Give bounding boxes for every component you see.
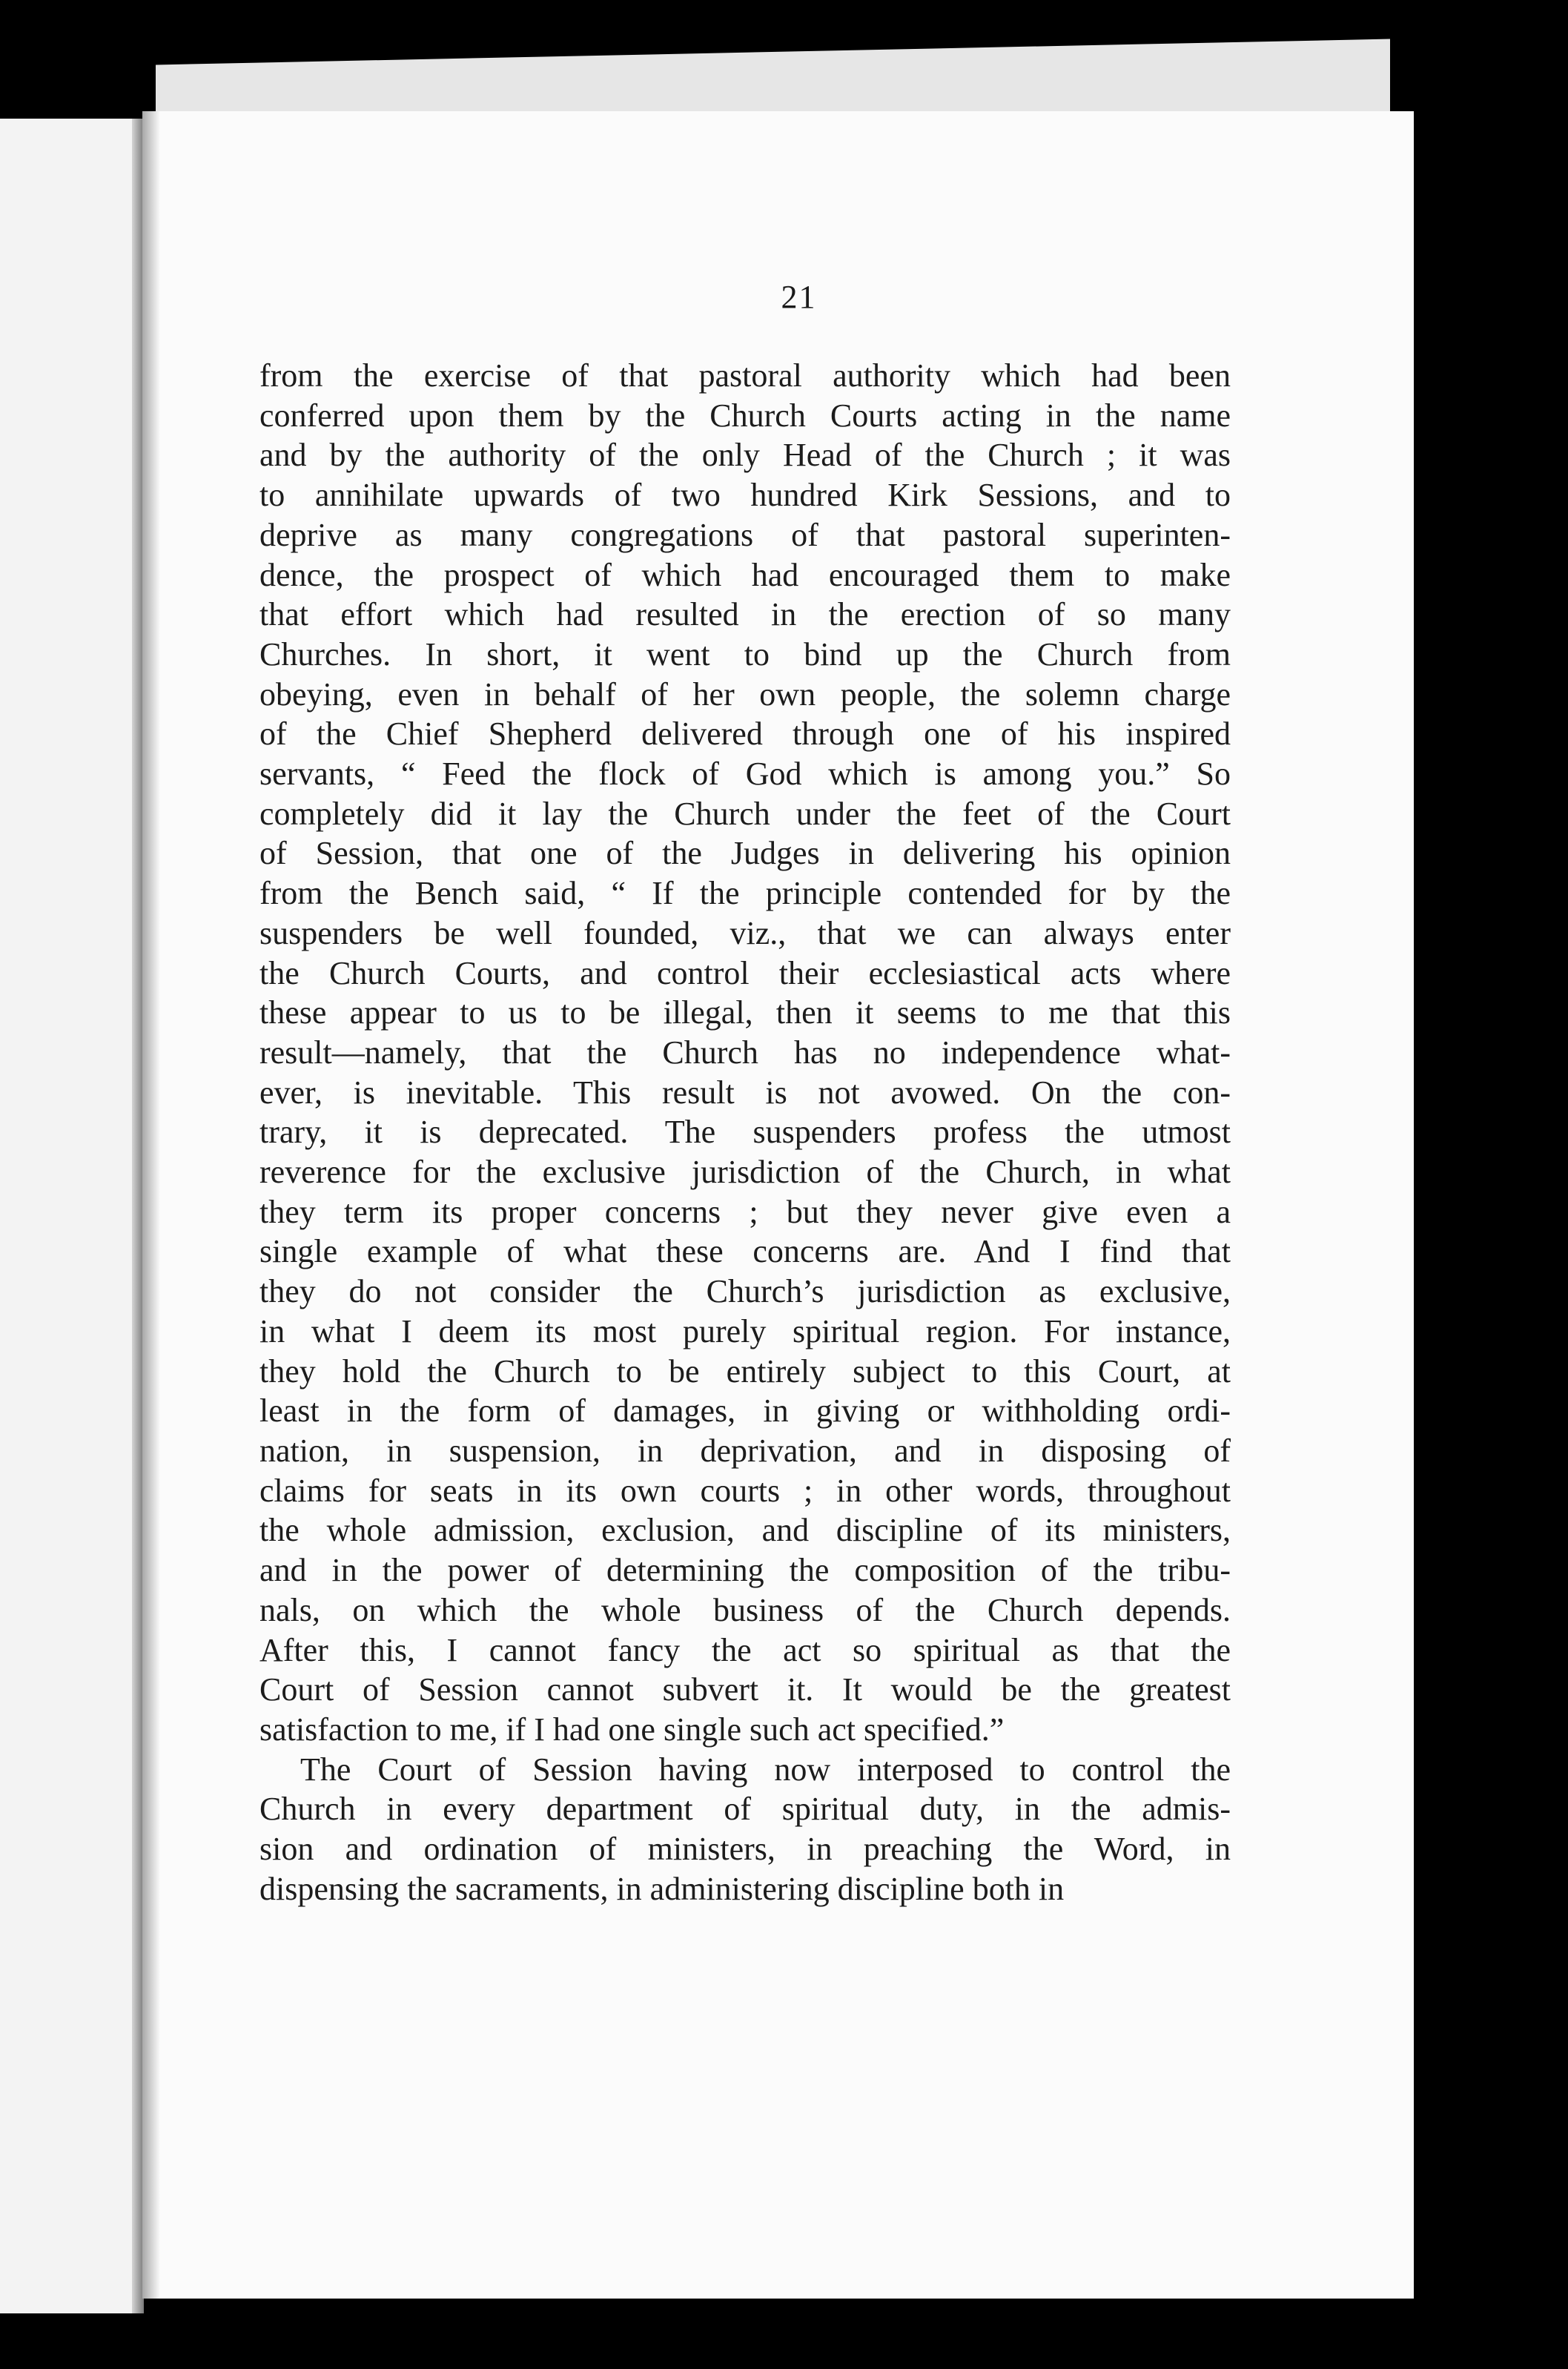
text-line: suspenders be well founded, viz., that we can always enter bbox=[259, 914, 1231, 951]
page-number: 21 bbox=[781, 279, 817, 315]
text-line: ever, is inevitable. This result is not avowed. On the con- bbox=[259, 1074, 1231, 1111]
text-line: sion and ordination of ministers, in preaching the Word, in bbox=[259, 1831, 1231, 1868]
text-line: result—namely, that the Church has no independence what- bbox=[259, 1034, 1231, 1071]
text-line: of the Chief Shepherd delivered through one of his inspired bbox=[259, 716, 1231, 753]
text-line: in what I deem its most purely spiritual region. For instance, bbox=[259, 1312, 1231, 1349]
text-line: completely did it lay the Church under the feet of the Court bbox=[259, 795, 1231, 832]
text-line: servants, “ Feed the flock of God which is among you.” So bbox=[259, 756, 1231, 793]
text-line: the Church Courts, and control their ecclesiastical acts where bbox=[259, 954, 1231, 991]
text-line: they hold the Church to be entirely subject to this Court, at bbox=[259, 1352, 1231, 1390]
text-line: nals, on which the whole business of the Church depends. bbox=[259, 1591, 1231, 1628]
text-line: single example of what these concerns are. And I find that bbox=[259, 1233, 1231, 1270]
page-body-text bbox=[259, 356, 1231, 1909]
text-line: reverence for the exclusive jurisdiction of the Church, in what bbox=[259, 1154, 1231, 1191]
text-line: from the exercise of that pastoral authority which had been bbox=[259, 357, 1231, 394]
text-line: trary, it is deprecated. The suspenders profess the utmost bbox=[259, 1114, 1231, 1151]
text-line: deprive as many congregations of that pastoral superinten- bbox=[259, 516, 1231, 553]
text-line: and by the authority of the only Head of the Church ; it was bbox=[259, 437, 1231, 474]
text-line: the whole admission, exclusion, and discipline of its ministers, bbox=[259, 1512, 1231, 1549]
text-line: dence, the prospect of which had encouraged them to make bbox=[259, 556, 1231, 593]
text-line: Court of Session cannot subvert it. It would be the greatest bbox=[259, 1671, 1231, 1708]
text-line: they term its proper concerns ; but they never give even a bbox=[259, 1193, 1231, 1230]
text-line: After this, I cannot fancy the act so spiritual as that the bbox=[259, 1631, 1231, 1668]
text-line: dispensing the sacraments, in administering discipline both in bbox=[259, 1870, 1065, 1907]
text-line: Churches. In short, it went to bind up the Church from bbox=[259, 635, 1231, 673]
text-line: of Session, that one of the Judges in delivering his opinion bbox=[259, 835, 1231, 872]
text-line: satisfaction to me, if I had one single such act specified.” bbox=[259, 1711, 1005, 1748]
text-line: conferred upon them by the Church Courts acting in the name bbox=[259, 397, 1231, 434]
text-line: these appear to us to be illegal, then it seems to me that this bbox=[259, 994, 1231, 1031]
facing-page bbox=[0, 119, 142, 2313]
text-line: to annihilate upwards of two hundred Kirk Sessions, and to bbox=[259, 477, 1231, 514]
text-line: Church in every department of spiritual duty, in the admis- bbox=[259, 1791, 1231, 1828]
text-line: claims for seats in its own courts ; in other words, throughout bbox=[259, 1472, 1231, 1509]
text-line: they do not consider the Church’s jurisdiction as exclusive, bbox=[259, 1273, 1231, 1310]
text-line: obeying, even in behalf of her own people, the solemn charge bbox=[259, 675, 1231, 713]
text-line: from the Bench said, “ If the principle contended for by the bbox=[259, 875, 1231, 912]
text-line: The Court of Session having now interposed to control the bbox=[300, 1751, 1231, 1788]
text-line: nation, in suspension, in deprivation, and in disposing of bbox=[259, 1432, 1231, 1469]
text-line: that effort which had resulted in the erection of so many bbox=[259, 596, 1231, 633]
text-line: least in the form of damages, in giving or withholding ordi- bbox=[259, 1392, 1231, 1430]
page-gutter-shadow bbox=[142, 111, 160, 2299]
text-line: and in the power of determining the composition of the tribu- bbox=[259, 1552, 1231, 1589]
